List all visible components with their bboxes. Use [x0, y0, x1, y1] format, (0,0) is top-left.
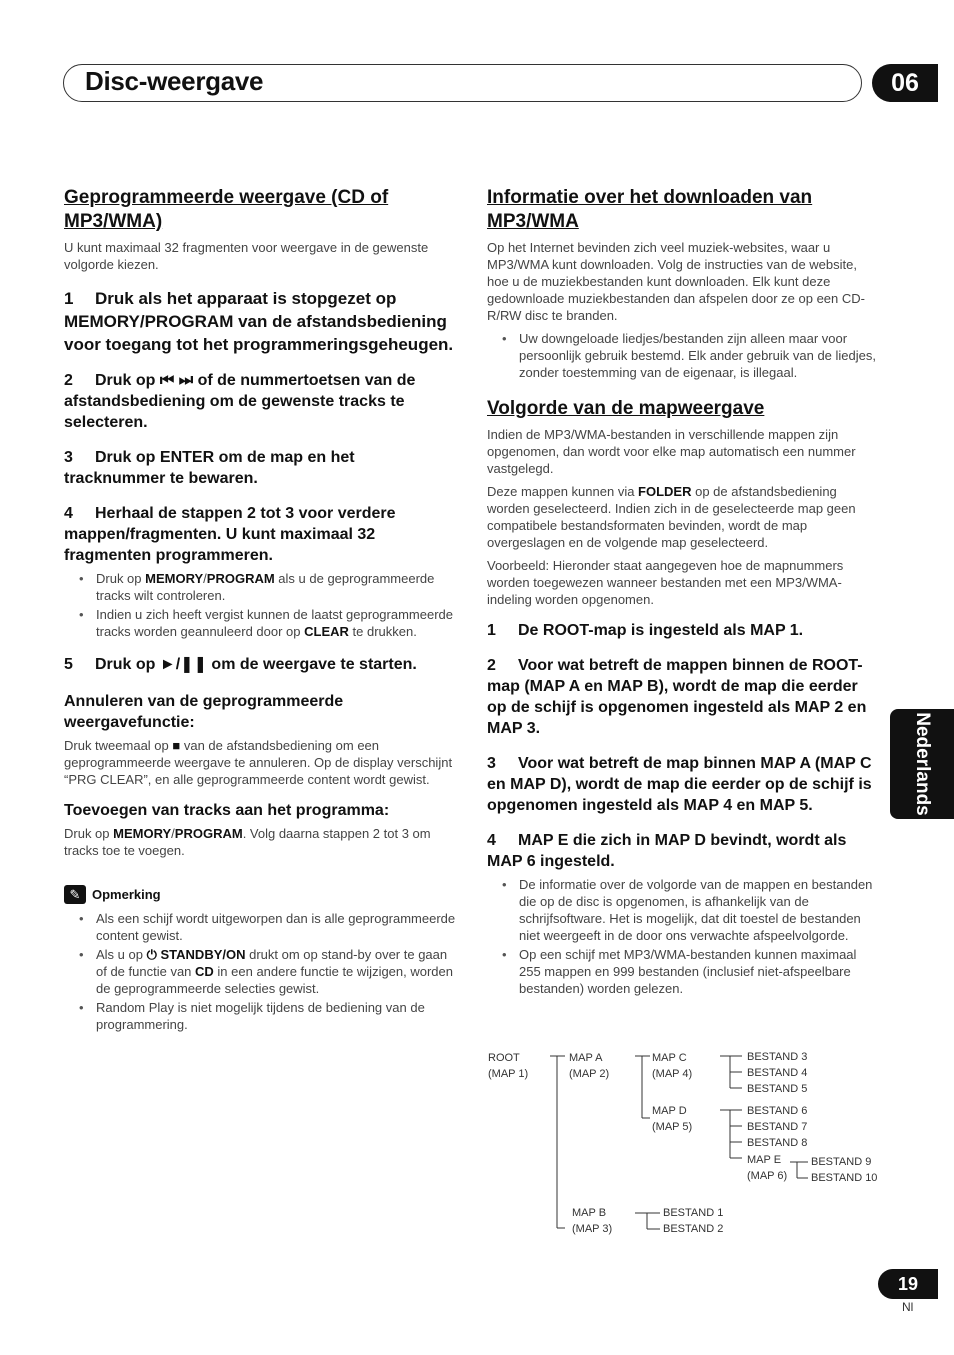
folder-map-d: MAP D (MAP 5) — [652, 1105, 693, 1133]
list-item: • Indien u zich heeft vergist kunnen de laatst geprogrammeerde tracks worden geannuleerd door op CLEAR te drukken. — [96, 606, 456, 640]
language-tab-label: Nederlands — [912, 712, 933, 816]
step-number: 3 — [487, 755, 496, 772]
folder-order-text-3: Voorbeeld: Hieronder staat aangegeven hoe de mapnummers worden toegewezen wanneer bestanden met een MP3/WMA-indeling worden opgenomen. — [487, 558, 844, 607]
page-title: Disc-weergave — [85, 66, 264, 96]
cancel-text: Druk tweemaal op ■ van de afstandsbediening om een geprogrammeerde weergave te annuleren. Op de display verschijnt “PRG CLEAR”, en alle geprogrammeerde content wordt gewist. — [64, 738, 453, 787]
page-number: 19 — [878, 1269, 938, 1299]
folder-map-e: MAP E (MAP 6) — [747, 1154, 788, 1182]
add-tracks-text: Druk op MEMORY/PROGRAM. Volg daarna stappen 2 tot 3 om tracks toe te voegen. — [64, 826, 431, 858]
folder-tree-diagram — [480, 1048, 890, 1248]
chapter-badge: 06 — [872, 64, 938, 102]
folder-map-a: MAP A (MAP 2) — [569, 1052, 610, 1080]
file-bestand-10: BESTAND 10 — [811, 1172, 878, 1184]
file-bestand-1: BESTAND 1 — [663, 1207, 724, 1219]
list-item: • Op een schijf met MP3/WMA-bestanden kunnen maximaal 255 mappen en 999 bestanden (inclusief niet-afspeelbare bestanden) worden gelezen. — [519, 946, 879, 997]
rule-bullets — [487, 876, 879, 997]
heading-folder-order: Volgorde van de mapweergave — [487, 398, 765, 419]
play-pause-icon: ►/❚❚ — [159, 656, 207, 673]
list-item: • Random Play is niet mogelijk tijdens de bediening van de programmering. — [96, 999, 456, 1033]
step-number: 4 — [487, 832, 496, 849]
step-number: 2 — [487, 657, 496, 674]
step-number: 2 — [64, 372, 73, 389]
file-bestand-3: BESTAND 3 — [747, 1051, 808, 1063]
file-bestand-6: BESTAND 6 — [747, 1105, 808, 1117]
step-4: 4 Herhaal de stappen 2 tot 3 voor verdere mappen/fragmenten. U kunt maximaal 32 fragmenten programmeren. — [64, 505, 396, 564]
download-bullets — [487, 330, 879, 381]
rule-3: 3 Voor wat betreft de map binnen MAP A (MAP C en MAP D), wordt de map die eerder op de schijf is opgenomen ingesteld als MAP 4 en MAP 5. — [487, 755, 872, 814]
language-tab — [890, 709, 954, 819]
rule-4: 4 MAP E die zich in MAP D bevindt, wordt als MAP 6 ingesteld. — [487, 832, 847, 870]
list-item: • Uw downgeloade liedjes/bestanden zijn alleen maar voor persoonlijk gebruik bestemd. Elk ander gebruik van de liedjes, zonder toestemming van de eigenaar, is illegaal. — [519, 330, 879, 381]
step-number: 1 — [487, 622, 496, 639]
heading-download-info: Informatie over het downloaden van MP3/WMA — [487, 187, 813, 232]
heading-programmed-playback: Geprogrammeerde weergave (CD of MP3/WMA) — [64, 187, 389, 232]
file-bestand-2: BESTAND 2 — [663, 1223, 724, 1235]
step-5: 5 Druk op ►/❚❚ om de weergave te starten. — [64, 656, 417, 673]
folder-order-text-2: Deze mappen kunnen via FOLDER op de afstandsbediening worden geselecteerd. Indien zich in de geselecteerde map geen compatibele bestandsformaten bevinden, wordt de map overgeslagen en de volgende map geselecteerd. — [487, 484, 856, 550]
file-bestand-7: BESTAND 7 — [747, 1121, 808, 1133]
list-item: • Als een schijf wordt uitgeworpen dan is alle geprogrammeerde content gewist. — [96, 910, 456, 944]
left-column — [64, 186, 456, 1035]
list-item: • Als u op ⏻ STANDBY/ON drukt om op stand-by over te gaan of de functie van CD in een andere functie te wijzigen, worden de geprogrammeerde selecties gewist. — [96, 946, 456, 997]
list-item: • De informatie over de volgorde van de mappen en bestanden die op de disc is opgenomen, is afhankelijk van de schrijfsoftware. Het is mogelijk, dat dit toestel de bestanden niet weergeeft in de door ons verwachte afspeelvolgorde. — [519, 876, 879, 944]
folder-map-b: MAP B (MAP 3) — [572, 1207, 613, 1235]
pencil-icon: ✎ — [64, 885, 86, 904]
subheading-add-tracks: Toevoegen van tracks aan het programma: — [64, 802, 390, 819]
download-info-text: Op het Internet bevinden zich veel muziek-websites, waar u MP3/WMA kunt downloaden. Volg de instructies van de website, hoe u de muziekbestanden kunt downloaden. Elk kunt deze gedownloade muziekbestanden dan afspelen door ze op een CD-R/RW disc te branden. — [487, 240, 865, 323]
right-column — [487, 186, 879, 999]
folder-order-text-1: Indien de MP3/WMA-bestanden in verschillende mappen zijn opgenomen, dan wordt voor elke map automatisch een nummer vastgelegd. — [487, 427, 856, 476]
step-number: 3 — [64, 449, 73, 466]
stop-icon: ■ — [172, 738, 181, 753]
step-number: 4 — [64, 505, 73, 522]
rule-2: 2 Voor wat betreft de mappen binnen de ROOT-map (MAP A en MAP B), wordt de map die eerder op de schijf is opgenomen ingesteld als MAP 2 en MAP 3. — [487, 657, 867, 737]
file-bestand-5: BESTAND 5 — [747, 1083, 808, 1095]
step-3: 3 Druk op ENTER om de map en het tracknummer te bewaren. — [64, 449, 355, 487]
step-4-bullets — [64, 570, 456, 640]
file-bestand-9: BESTAND 9 — [811, 1156, 872, 1168]
step-1: 1 Druk als het apparaat is stopgezet op MEMORY/PROGRAM van de afstandsbediening voor toegang tot het programmeringsgeheugen. — [64, 289, 454, 354]
list-item: • Druk op MEMORY/PROGRAM als u de geprogrammeerde tracks wilt controleren. — [96, 570, 456, 604]
standby-icon: ⏻ — [146, 947, 157, 962]
step-number: 5 — [64, 656, 73, 673]
step-2: 2 Druk op ⏮ ⏭ of de nummertoetsen van de afstandsbediening om de gewenste tracks te selecteren. — [64, 372, 416, 431]
file-bestand-4: BESTAND 4 — [747, 1067, 808, 1079]
note-list — [64, 910, 456, 1033]
note-heading: ✎ Opmerking — [64, 885, 456, 904]
skip-icon: ⏮ ⏭ — [159, 372, 194, 389]
rule-1: 1 De ROOT-map is ingesteld als MAP 1. — [487, 622, 804, 639]
file-bestand-8: BESTAND 8 — [747, 1137, 808, 1149]
language-code: Nl — [902, 1300, 914, 1314]
folder-map-c: MAP C (MAP 4) — [652, 1052, 693, 1080]
folder-root: ROOT (MAP 1) — [488, 1052, 529, 1080]
step-number: 1 — [64, 289, 74, 308]
subheading-cancel: Annuleren van de geprogrammeerde weergavefunctie: — [64, 693, 344, 731]
intro-text: U kunt maximaal 32 fragmenten voor weergave in de gewenste volgorde kiezen. — [64, 240, 429, 272]
